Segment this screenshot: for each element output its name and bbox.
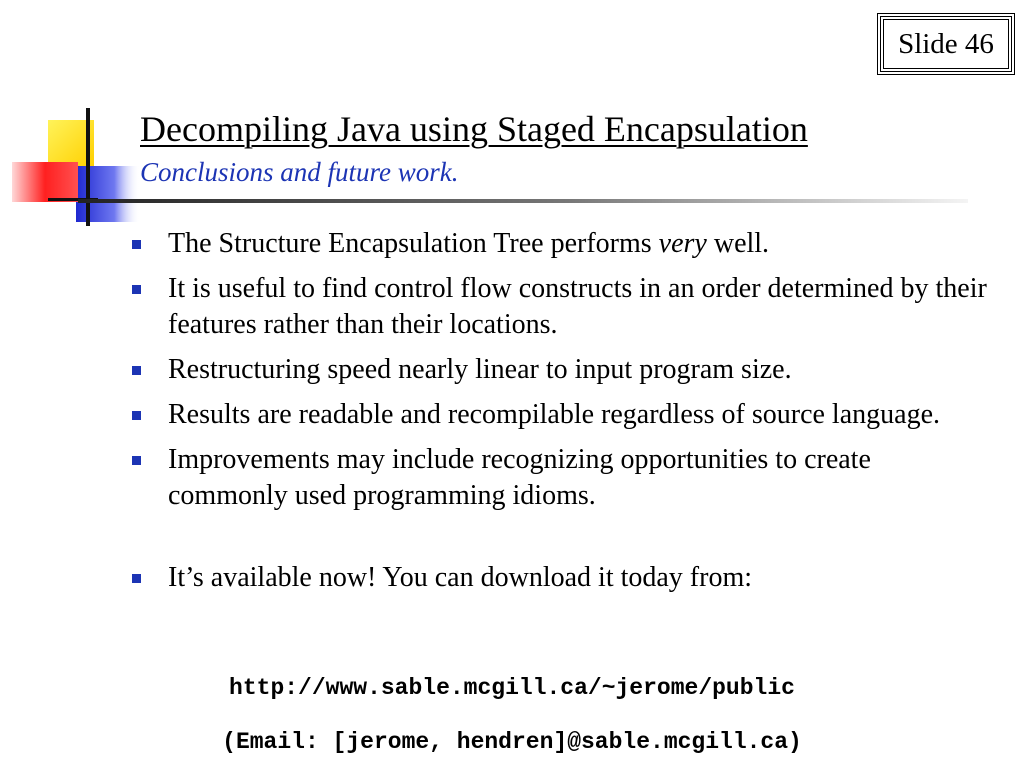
bullet-text-end: well. [706, 228, 770, 259]
bullet-item [130, 271, 990, 343]
bullet-item [130, 352, 990, 388]
decorative-logo-icon [0, 100, 150, 230]
square-bullet-icon [132, 456, 141, 465]
slide-number: Slide 46 [883, 19, 1009, 69]
slide-number-box [877, 13, 1015, 75]
bullet-text: Restructuring speed nearly linear to input program size. [168, 354, 792, 385]
title-divider [78, 199, 968, 203]
contact-email: (Email: [jerome, hendren]@sable.mcgill.ca) [222, 729, 802, 755]
bullet-text: Results are readable and recompilable regardless of source language. [168, 399, 940, 430]
bullet-item [130, 442, 990, 514]
logo-vertical-bar [86, 108, 90, 226]
bullet-item [130, 560, 990, 596]
bullet-text: Improvements may include recognizing opportunities to create commonly used programming idioms. [168, 444, 871, 511]
slide-title: Decompiling Java using Staged Encapsulation [140, 109, 808, 149]
bullet-item [130, 397, 990, 433]
square-bullet-icon [132, 240, 141, 249]
square-bullet-icon [132, 574, 141, 583]
logo-red-square [12, 162, 78, 202]
slide-subtitle: Conclusions and future work. [140, 157, 459, 187]
square-bullet-icon [132, 285, 141, 294]
square-bullet-icon [132, 411, 141, 420]
bullet-list [130, 226, 990, 605]
bullet-text: It is useful to find control flow constructs in an order determined by their features rather than their locations. [168, 273, 987, 340]
bullet-item [130, 226, 990, 262]
square-bullet-icon [132, 366, 141, 375]
logo-blue-square [76, 166, 140, 222]
bullet-emphasis: very [658, 228, 707, 259]
download-url: http://www.sable.mcgill.ca/~jerome/public [229, 675, 795, 701]
bullet-text: It’s available now! You can download it today from: [168, 562, 753, 593]
bullet-text: The Structure Encapsulation Tree performs [168, 228, 659, 259]
